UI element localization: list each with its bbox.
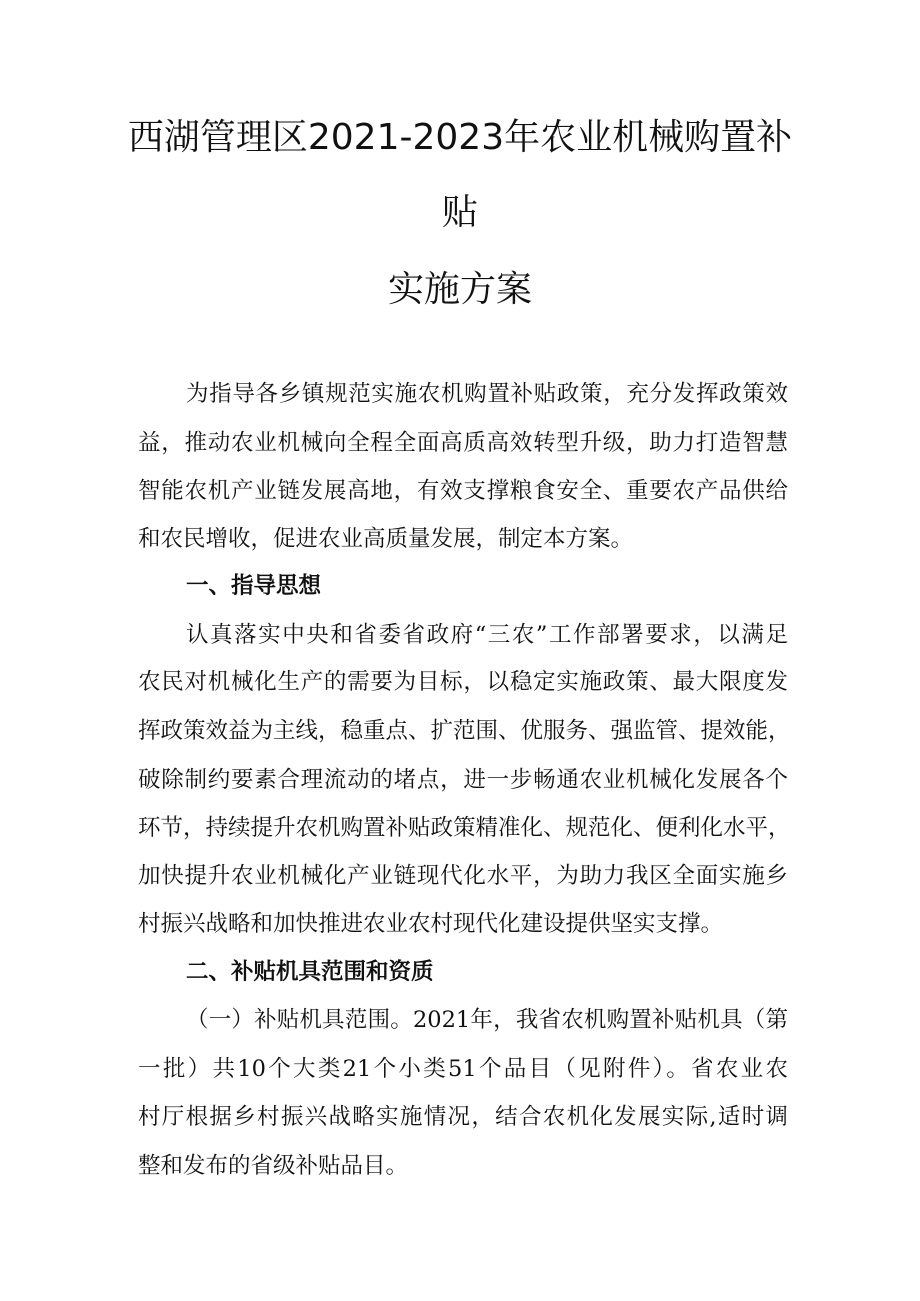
section-heading-subsidy-scope: 二、补贴机具范围和资质 [186,959,434,985]
intro-line-1: 为指导各乡镇规范实施农机购置补贴政策，充分发挥政策效 [186,381,788,407]
section-1-line-7: 村振兴战略和加快推进农业农村现代化建设提供坚实支撑。 [138,911,724,937]
section-1-line-6: 加快提升农业机械化产业链现代化水平，为助力我区全面实施乡 [138,863,788,889]
intro-line-2: 益，推动农业机械向全程全面高质高效转型升级，助力打造智慧 [138,430,788,456]
intro-line-3: 智能农机产业链发展高地，有效支撑粮食安全、重要农产品供给 [138,478,788,504]
section-2-line-1: （一）补贴机具范围。2021年，我省农机购置补贴机具（第 [186,1007,788,1033]
document-subtitle: 实施方案 [387,269,532,310]
intro-line-4: 和农民增收，促进农业高质量发展，制定本方案。 [138,526,634,552]
section-1-line-3: 挥政策效益为主线，稳重点、扩范围、优服务、强监管、提效能， [138,718,791,744]
section-1-line-4: 破除制约要素合理流动的堵点，进一步畅通农业机械化发展各个 [138,767,788,793]
section-heading-guiding-ideology: 一、指导思想 [186,573,322,599]
document-title-line-2: 贴 [441,192,478,233]
document-title-line-1: 西湖管理区2021-2023年农业机械购置补 [127,117,793,158]
section-2-line-3: 村厅根据乡村振兴战略实施情况，结合农机化发展实际,适时调 [138,1104,788,1130]
section-1-line-5: 环节，持续提升农机购置补贴政策精准化、规范化、便利化水平， [138,815,791,841]
section-2-line-2: 一批）共10个大类21个小类51个品目（见附件）。省农业农 [138,1056,788,1082]
section-2-line-4: 整和发布的省级补贴品目。 [138,1153,409,1179]
section-1-line-2: 农民对机械化生产的需要为目标，以稳定实施政策、最大限度发 [138,669,788,695]
section-1-line-1: 认真落实中央和省委省政府“三农”工作部署要求，以满足 [186,622,788,648]
